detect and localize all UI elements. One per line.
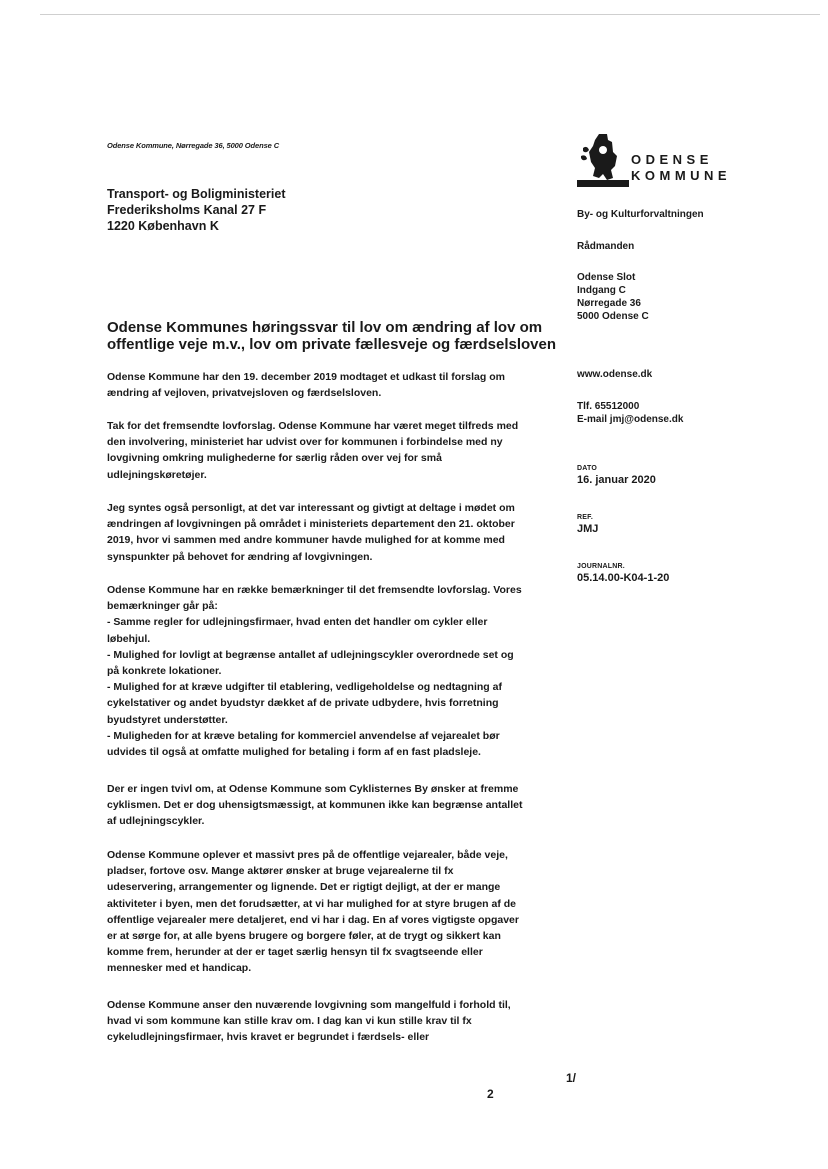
text-line: - Mulighed for at kræve udgifter til etablering, vedligeholdelse og nedtagning af: [107, 681, 502, 694]
text-line: Jeg syntes også personligt, at det var interessant og givtigt at deltage i mødet om: [107, 502, 515, 514]
text-line: bemærkninger går på:: [107, 600, 218, 613]
top-rule: [40, 14, 820, 15]
address-line: Odense Slot: [577, 272, 636, 283]
text-line: udlejningskøretøjer.: [107, 468, 207, 481]
office: Rådmanden: [577, 241, 635, 252]
logo-emblem-icon: [577, 130, 629, 188]
text-line: ændring af vejloven, privatvejsloven og færdselsloven.: [107, 387, 382, 400]
title-line: offentlige veje m.v., lov om private fællesveje og færdselsloven: [107, 336, 557, 353]
date-value: 16. januar 2020: [577, 474, 656, 486]
website-link[interactable]: www.odense.dk: [577, 369, 653, 380]
text-line: hvad vi som kommune kan stille krav om. I dag kan vi kun stille krav til fx: [107, 1015, 472, 1028]
email-link[interactable]: E-mail jmj@odense.dk: [577, 414, 684, 425]
logo-text-line1: ODENSE: [631, 152, 713, 167]
text-line: 2019, hvor vi sammen med andre kommuner havde mulighed for at komme med: [107, 534, 505, 547]
text-line: - Mulighed for lovligt at begrænse antallet af udlejningscykler overordnede set og: [107, 648, 514, 661]
department: By- og Kulturforvaltningen: [577, 209, 704, 220]
recipient-line: 1220 København K: [107, 219, 219, 233]
address-line: Indgang C: [577, 285, 626, 296]
text-line: den involvering, ministeriet har udvist over for kommunen i forbindelse med ny: [107, 436, 503, 449]
text-line: cykelstativer og andet byudstyr dækket af de private udbydere, hvis forretning: [107, 697, 499, 710]
text-line: aktiviteter i byen, men det forudsætter, at vi har mulighed for at styre brugen af de: [107, 897, 517, 910]
text-line: af udlejningscykler.: [107, 815, 205, 828]
text-line: løbehjul.: [107, 632, 151, 645]
ref-value: JMJ: [577, 523, 599, 535]
recipient-line: Transport- og Boligministeriet: [107, 187, 286, 201]
text-line: udeservering, arrangementer og lignende. Det er rigtigt dejligt, at der er mange: [107, 881, 501, 894]
journal-value: 05.14.00-K04-1-20: [577, 572, 670, 584]
text-line: Der er ingen tvivl om, at Odense Kommune som Cyklisternes By ønsker at fremme: [107, 783, 519, 795]
text-line: pladser, fortove osv. Mange aktører ønsker at bruge vejarealerne til fx: [107, 865, 454, 878]
text-line: - Muligheden for at kræve betaling for kommerciel anvendelse af vejarealet bør: [107, 729, 500, 742]
ref-block: [577, 513, 598, 536]
date-block: [577, 464, 656, 487]
text-line: mennesker med et handicap.: [107, 962, 252, 975]
odense-kommune-logo: [577, 130, 747, 190]
text-line: er at sørge for, at alle byens brugere og borgere føler, at de trygt og sikkert kan: [107, 930, 501, 943]
paragraph-2: [107, 418, 547, 483]
recipient-address: [107, 186, 286, 234]
text-line: Odense Kommune har den 19. december 2019 modtaget et udkast til forslag om: [107, 371, 505, 383]
recipient-line: Frederiksholms Kanal 27 F: [107, 203, 267, 217]
text-line: cykeludlejningsfirmaer, hvis kravet er begrundet i færdsels- eller: [107, 1031, 430, 1044]
title-line: Odense Kommunes høringssvar til lov om ændring af lov om: [107, 319, 543, 336]
date-label: DATO: [577, 465, 597, 472]
text-line: cyklismen. Det er dog uhensigtsmæssigt, at kommunen ikke kan begrænse antallet: [107, 799, 523, 812]
paragraph-1: [107, 369, 547, 401]
paragraph-6: [107, 847, 547, 977]
page-mark: 1/: [566, 1071, 577, 1085]
text-line: offentlige vejarealer mere detaljeret, end vi har i dag. En af vores vigtigste opgaver: [107, 913, 519, 926]
text-line: Tak for det fremsendte lovforslag. Odense Kommune har været meget tilfreds med: [107, 420, 519, 432]
letter-title: [107, 319, 557, 353]
text-line: - Samme regler for udlejningsfirmaer, hvad enten det handler om cykler eller: [107, 616, 488, 629]
contact-info: [577, 400, 683, 426]
journal-block: [577, 562, 669, 585]
office-address: [577, 271, 649, 323]
text-line: Odense Kommune har en række bemærkninger til det fremsendte lovforslag. Vores: [107, 584, 522, 596]
text-line: synspunkter på behovet for ændring af lovgivningen.: [107, 550, 373, 563]
page-number: 2: [487, 1087, 494, 1101]
paragraph-4: [107, 582, 547, 760]
text-line: lovgivning omkring mulighederne for særlig råden over vej for små: [107, 452, 442, 465]
sender-line: Odense Kommune, Nørregade 36, 5000 Odense C: [107, 141, 280, 150]
logo-text-line2: KOMMUNE: [631, 168, 732, 183]
text-line: ændringen af lovgivningen på området i ministeriets departement den 21. oktober: [107, 518, 515, 531]
text-line: komme frem, herunder at der er taget særlig hensyn til fx svagtseende eller: [107, 946, 483, 959]
text-line: udvides til også at omfatte mulighed for betaling i form af en fast pladsleje.: [107, 746, 481, 759]
paragraph-7: [107, 997, 547, 1046]
paragraph-3: [107, 500, 547, 565]
journal-label: JOURNALNR.: [577, 563, 625, 570]
address-line: 5000 Odense C: [577, 311, 649, 322]
paragraph-5: [107, 781, 547, 830]
text-line: Odense Kommune oplever et massivt pres på de offentlige vejarealer, både veje,: [107, 849, 508, 861]
text-line: Odense Kommune anser den nuværende lovgivning som mangelfuld i forhold til,: [107, 999, 511, 1011]
text-line: på konkrete lokationer.: [107, 665, 222, 678]
text-line: byudstyret understøtter.: [107, 713, 228, 726]
address-line: Nørregade 36: [577, 298, 641, 309]
phone: Tlf. 65512000: [577, 401, 640, 412]
ref-label: REF.: [577, 514, 593, 521]
